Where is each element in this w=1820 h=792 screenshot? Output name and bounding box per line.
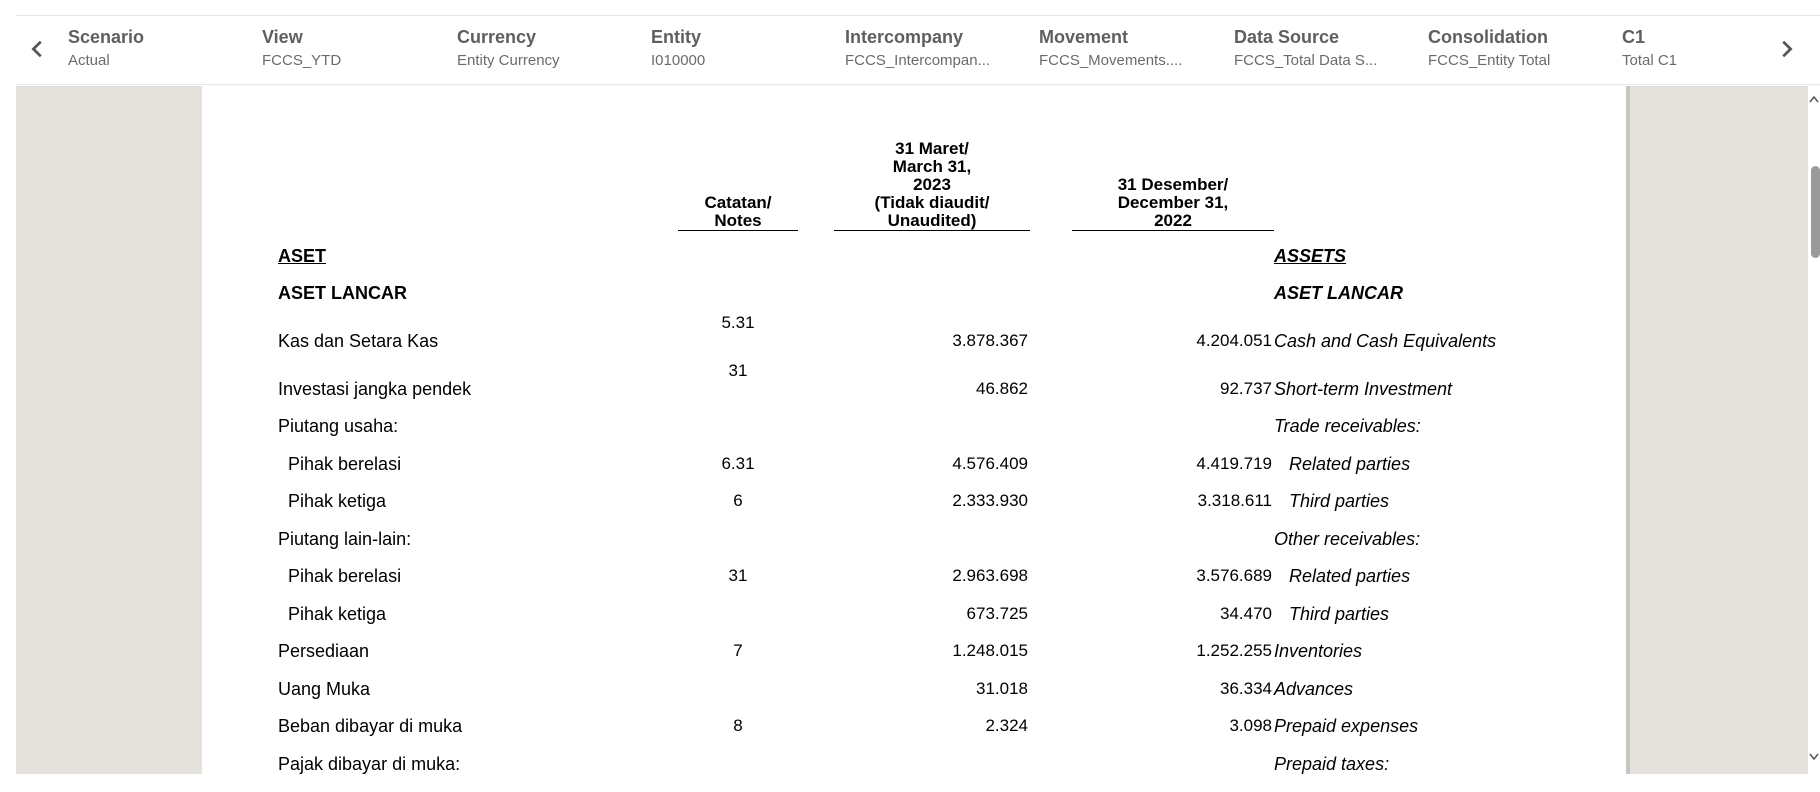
row-note: 8 <box>733 716 743 735</box>
vertical-scrollbar[interactable] <box>1808 86 1820 774</box>
header-dec-line: 31 Desember/ <box>1117 175 1229 194</box>
row-value-dec: 4.419.719 <box>1196 454 1272 473</box>
header-dec-2022 <box>1072 176 1274 230</box>
row-value-dec: 3.318.611 <box>1197 491 1272 510</box>
row-label-en: Advances <box>1274 679 1354 699</box>
row-label-id: Pihak ketiga <box>288 604 387 624</box>
pov-item-intercompany[interactable] <box>845 26 1025 76</box>
row-value-mar: 31.018 <box>976 679 1028 698</box>
report-page <box>202 86 1630 774</box>
row-label-id: Investasi jangka pendek <box>278 379 472 399</box>
scroll-up-button[interactable] <box>1808 92 1820 106</box>
row-label-id: Beban dibayar di muka <box>278 716 463 736</box>
pov-item-data-source[interactable] <box>1234 26 1414 76</box>
row-label-en: Related parties <box>1289 454 1411 474</box>
row-label-en: Prepaid taxes: <box>1274 754 1390 774</box>
row-label-en: Related parties <box>1289 566 1411 586</box>
pov-value: FCCS_Entity Total <box>1428 52 1551 69</box>
pov-label: Data Source <box>1234 27 1340 47</box>
row-label-id: Uang Muka <box>278 679 371 699</box>
row-label-id: Pihak berelasi <box>288 454 402 474</box>
row-label-id: Kas dan Setara Kas <box>278 331 439 351</box>
pov-item-currency[interactable] <box>457 26 637 76</box>
pov-item-movement[interactable] <box>1039 26 1219 76</box>
pov-value: FCCS_Intercompan... <box>845 52 991 69</box>
row-label-en: Cash and Cash Equivalents <box>1274 331 1497 351</box>
row-label-en: Third parties <box>1289 491 1390 511</box>
row-label-en: Trade receivables: <box>1274 416 1421 436</box>
section-title-en: ASSETS <box>1274 246 1347 266</box>
header-mar-line: 2023 <box>913 175 951 194</box>
row-value-mar: 1.248.015 <box>952 641 1028 660</box>
header-mar-line: 31 Maret/ <box>895 139 969 158</box>
subsection-title-en: ASET LANCAR <box>1274 283 1403 303</box>
header-mar-line: Unaudited) <box>887 211 977 230</box>
pov-label: Intercompany <box>845 27 964 47</box>
header-dec-rule <box>1072 230 1274 231</box>
header-dec-line: 2022 <box>1154 211 1192 230</box>
row-note: 31 <box>728 566 748 585</box>
pov-value: FCCS_YTD <box>262 52 342 69</box>
header-dec-line: December 31, <box>1117 193 1229 212</box>
row-label-en: Third parties <box>1289 604 1390 624</box>
row-value-mar: 3.878.367 <box>952 331 1028 350</box>
pov-value: I010000 <box>651 52 706 69</box>
row-note: 31 <box>728 361 748 380</box>
pov-item-view[interactable] <box>262 26 442 76</box>
row-value-mar: 46.862 <box>976 379 1028 398</box>
row-value-mar: 2.324 <box>985 716 1028 735</box>
header-mar-2023 <box>834 140 1030 230</box>
scroll-thumb[interactable] <box>1811 166 1820 258</box>
row-label-en: Short-term Investment <box>1274 379 1453 399</box>
header-mar-line: March 31, <box>892 157 972 176</box>
pov-value: FCCS_Total Data S... <box>1234 52 1378 69</box>
pov-label: Entity <box>651 27 702 47</box>
caret-up-icon <box>1809 95 1819 103</box>
pov-label: View <box>262 27 303 47</box>
row-label-id: Pihak berelasi <box>288 566 402 586</box>
row-label-en: Inventories <box>1274 641 1363 661</box>
row-label-id: Pajak dibayar di muka: <box>278 754 461 774</box>
pov-value: Total C1 <box>1622 52 1678 69</box>
row-value-mar: 4.576.409 <box>952 454 1028 473</box>
chevron-right-icon <box>1775 38 1797 60</box>
row-value-dec: 1.252.255 <box>1196 641 1272 660</box>
pov-item-scenario[interactable] <box>68 26 248 76</box>
pov-label: Movement <box>1039 27 1129 47</box>
pov-value: Actual <box>68 52 110 69</box>
row-note: 7 <box>733 641 743 660</box>
pov-item-entity[interactable] <box>651 26 831 76</box>
row-value-mar: 673.725 <box>966 604 1028 623</box>
row-note: 6.31 <box>721 454 755 473</box>
subsection-title-id: ASET LANCAR <box>278 283 407 303</box>
header-mar-line: (Tidak diaudit/ <box>874 193 990 212</box>
row-note: 6 <box>733 491 743 510</box>
pov-value: Entity Currency <box>457 52 560 69</box>
pov-label: Scenario <box>68 27 145 47</box>
row-value-dec: 34.470 <box>1220 604 1272 623</box>
pov-bar <box>16 15 1820 85</box>
pov-next-button[interactable] <box>1768 31 1804 67</box>
header-mar-rule <box>834 230 1030 231</box>
row-label-id: Piutang lain-lain: <box>278 529 412 549</box>
pov-item-c1[interactable] <box>1622 26 1752 76</box>
row-value-dec: 36.334 <box>1220 679 1272 698</box>
scroll-down-button[interactable] <box>1808 750 1820 764</box>
caret-down-icon <box>1809 753 1819 761</box>
pov-item-consolidation[interactable] <box>1428 26 1608 76</box>
row-label-id: Piutang usaha: <box>278 416 399 436</box>
pov-prev-button[interactable] <box>20 31 56 67</box>
row-value-dec: 3.098 <box>1229 716 1272 735</box>
row-note: 5.31 <box>721 313 755 332</box>
row-label-id: Persediaan <box>278 641 370 661</box>
pov-value: FCCS_Movements.... <box>1039 52 1183 69</box>
row-label-en: Other receivables: <box>1274 529 1421 549</box>
section-title-id: ASET <box>278 246 327 266</box>
row-value-dec: 4.204.051 <box>1196 331 1272 350</box>
pov-label: C1 <box>1622 27 1646 47</box>
header-notes <box>678 194 798 230</box>
report-viewer <box>16 86 1816 774</box>
header-notes-line: Catatan/ <box>704 193 772 212</box>
row-value-dec: 3.576.689 <box>1196 566 1272 585</box>
row-label-en: Prepaid expenses <box>1274 716 1419 736</box>
row-value-mar: 2.963.698 <box>952 566 1028 585</box>
row-label-id: Pihak ketiga <box>288 491 387 511</box>
header-notes-rule <box>678 230 798 231</box>
chevron-left-icon <box>27 38 49 60</box>
pov-label: Consolidation <box>1428 27 1548 47</box>
row-value-dec: 92.737 <box>1220 379 1272 398</box>
pov-label: Currency <box>457 27 537 47</box>
row-value-mar: 2.333.930 <box>952 491 1028 510</box>
header-notes-line: Notes <box>714 211 762 230</box>
